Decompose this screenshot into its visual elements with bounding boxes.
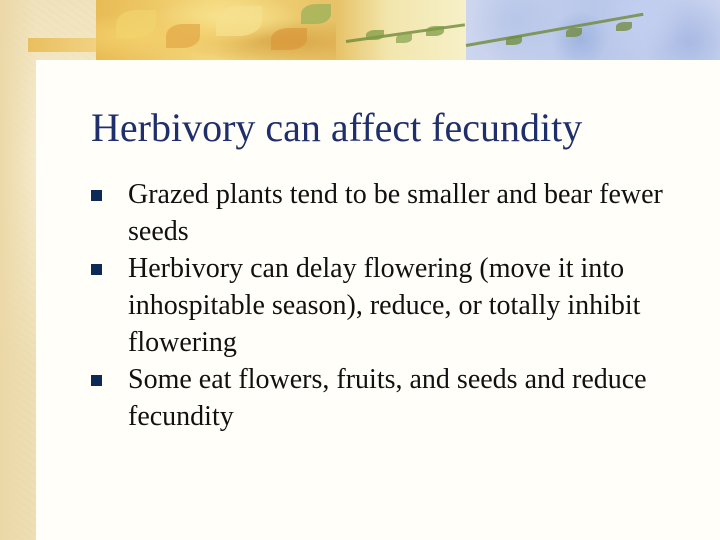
slide-title: Herbivory can affect fecundity: [91, 105, 583, 150]
bullet-item: [91, 361, 701, 435]
bullet-text: Some eat flowers, fruits, and seeds and reduce fecundity: [128, 364, 647, 432]
blue-flowers-image: [466, 0, 720, 60]
bullet-list: [91, 176, 701, 435]
banner-fade: [336, 0, 466, 60]
bullet-item: [91, 176, 701, 250]
bullet-item: [91, 250, 701, 361]
square-bullet-icon: [91, 264, 102, 275]
square-bullet-icon: [91, 375, 102, 386]
bullet-text: Grazed plants tend to be smaller and bear fewer seeds: [128, 179, 663, 247]
top-decorative-banner: [96, 0, 720, 60]
bullet-text: Herbivory can delay flowering (move it into inhospitable season), reduce, or totally inhibit flowering: [128, 253, 641, 358]
autumn-leaves-image: [96, 0, 336, 60]
gold-accent-bar: [28, 38, 98, 52]
left-decorative-strip: [0, 0, 36, 540]
square-bullet-icon: [91, 190, 102, 201]
